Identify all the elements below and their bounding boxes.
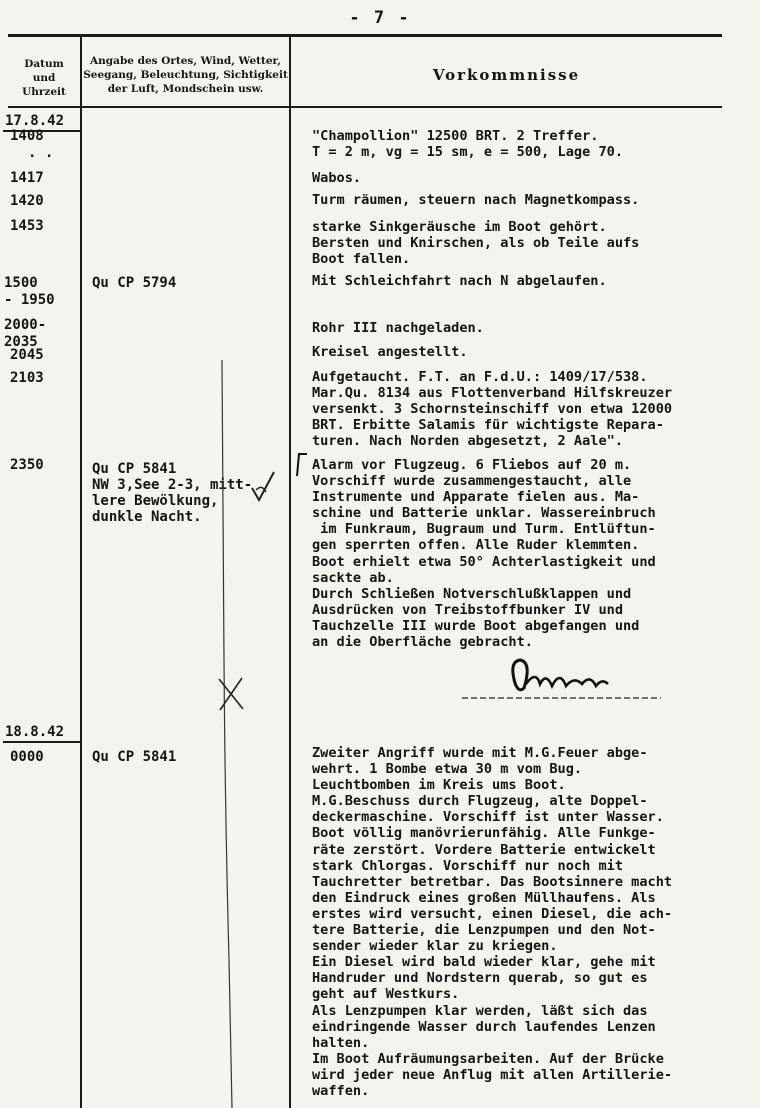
time-entry: 1453 (10, 218, 44, 234)
time-entry: 2045 (10, 347, 44, 363)
date-label: 17.8.42 (5, 113, 65, 129)
header-conditions-line: Seegang, Beleuchtung, Sichtigkeit (83, 69, 288, 81)
event-entry: Mit Schleichfahrt nach N abgelaufen. (312, 273, 607, 289)
time-entry: 1408 (10, 128, 44, 144)
event-entry: Turm räumen, steuern nach Magnetkompass. (312, 192, 640, 208)
time-entry: . . (28, 145, 54, 161)
pencil-check-mark (248, 470, 278, 510)
time-entry: 1417 (10, 170, 44, 186)
time-entry: 2103 (10, 370, 44, 386)
event-entry: Kreisel angestellt. (312, 344, 468, 360)
signature (456, 650, 666, 708)
page-number: - 7 - (349, 8, 411, 28)
pencil-cross-mark (216, 676, 246, 712)
header-date-time-line: Datum (24, 58, 64, 70)
time-entry: 0000 (10, 749, 44, 765)
top-rule (8, 34, 722, 37)
time-entry: 2000- 2035 (4, 317, 47, 350)
header-date-time-line: und (32, 72, 56, 84)
location-entry: Qu CP 5841 NW 3,See 2-3, mitt- lere Bewölkung, dunkle Nacht. (92, 461, 253, 525)
event-entry: Zweiter Angriff wurde mit M.G.Feuer abge- wehrt. 1 Bombe etwa 30 m vom Bug. Leuchtbomben im Kreis ums Boot. M.G.Beschuss durch Flugzeug, alte Doppel- deckermaschine. Vorschiff ist unter Wasser. Boot völlig manövrierunfähig. Alle Funkge- räte zerstört. Vordere Batterie entwickelt stark Chlorgas. Vorschiff nur noch mit Tauchretter betretbar. Das Bootsinnere macht den Eindruck eines großen Müllhaufens. Als erstes wird versucht, einen Diesel, die ach- tere Batterie, die Lenzpumpen und den Not- sender wieder klar zu kriegen. Ein Diesel wird bald wieder klar, gehe mit Handruder und Nordstern querab, so gut es geht auf Westkurs. Als Lenzpumpen klar werden, läßt sich das eindringende Wasser durch laufendes Lenzen halten. Im Boot Aufräumungsarbeiten. Auf der Brücke wird jeder neue Anflug mit allen Artillerie- waffen. (312, 745, 673, 1099)
event-entry: Alarm vor Flugzeug. 6 Fliebos auf 20 m. Vorschiff wurde zusammengestaucht, alle Instrumente und Apparate fielen aus. Ma- schine und Batterie unklar. Wassereinbruch im Funkraum, Bugraum und Turm. Entlüftun- gen sperrten offen. Alle Ruder klemmten. Boot erhielt etwa 50° Achterlastigkeit und sackte ab. Durch Schließen Notverschlußklappen und Ausdrücken von Treibstoffbunker IV und Tauchzelle III wurde Boot abgefangen und an die Oberfläche gebracht. (312, 457, 656, 651)
pencil-vertical-line (210, 360, 240, 1108)
event-entry: "Champollion" 12500 BRT. 2 Treffer. T = 2 m, vg = 15 sm, e = 500, Lage 70. (312, 128, 623, 161)
header-conditions-line: Angabe des Ortes, Wind, Wetter, (90, 55, 281, 67)
bracket-mark (295, 452, 309, 478)
column-divider-2 (289, 36, 291, 1108)
event-entry: starke Sinkgeräusche im Boot gehört. Bersten und Knirschen, als ob Teile aufs Boot fallen. (312, 219, 640, 268)
date-label: 18.8.42 (5, 724, 65, 740)
time-entry: 1500 - 1950 (4, 275, 55, 308)
time-entry: 1420 (10, 193, 44, 209)
event-entry: Wabos. (312, 170, 362, 186)
time-entry: 2350 (10, 457, 44, 473)
header-rule (8, 106, 722, 108)
header-date-time-line: Uhrzeit (22, 86, 66, 98)
header-conditions (82, 54, 289, 96)
location-entry: Qu CP 5841 (92, 749, 177, 765)
column-divider-1 (80, 36, 82, 1108)
header-events (291, 68, 722, 82)
event-entry: Rohr III nachgeladen. (312, 320, 484, 336)
header-conditions-line: der Luft, Mondschein usw. (107, 83, 264, 95)
location-entry: Qu CP 5794 (92, 275, 177, 291)
header-events-label: Vorkommnisse (432, 66, 581, 84)
header-date-time (8, 57, 80, 99)
event-entry: Aufgetaucht. F.T. an F.d.U.: 1409/17/538. Mar.Qu. 8134 aus Flottenverband Hilfskreuzer versenkt. 3 Schornsteinschiff von etwa 12000 BRT. Erbitte Salamis für wichtigste Repara- turen. Nach Norden abgesetzt, 2 Aale". (312, 369, 673, 450)
date-underline (3, 741, 80, 743)
